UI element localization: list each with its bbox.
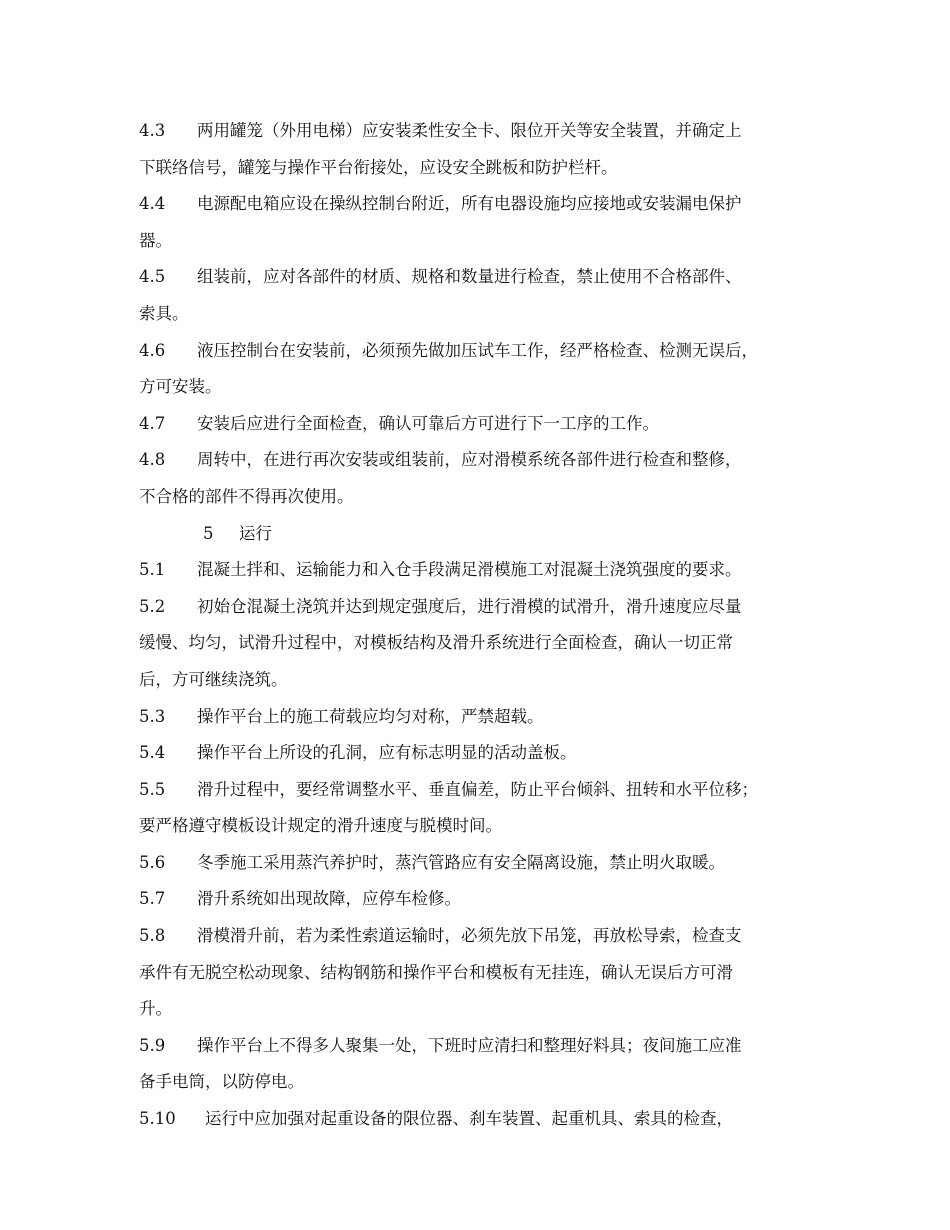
clause-text: 索具。	[139, 303, 189, 323]
clause-number: 5.10	[139, 1109, 176, 1129]
clause-line	[139, 735, 819, 772]
clause-continuation-line	[139, 808, 819, 845]
clause-continuation-line	[139, 955, 819, 992]
section-heading	[139, 516, 819, 553]
clause-line	[139, 552, 819, 589]
clause-line	[139, 589, 819, 626]
clause-text: 器。	[139, 230, 172, 250]
clause-text: 下联络信号，罐笼与操作平台衔接处，应设安全跳板和防护栏杆。	[139, 157, 618, 177]
clause-number: 5.3	[139, 706, 166, 726]
clause-line	[139, 772, 819, 809]
clause-line	[139, 918, 819, 955]
clause-text: 两用罐笼（外用电梯）应安装柔性安全卡、限位开关等安全装置，并确定上	[197, 121, 742, 140]
clause-number: 4.3	[139, 121, 166, 140]
clause-text: 组装前，应对各部件的材质、规格和数量进行检查，禁止使用不合格部件、	[197, 267, 742, 287]
clause-continuation-line	[139, 662, 819, 699]
clause-continuation-line	[139, 369, 819, 406]
clause-line	[139, 113, 819, 150]
clause-text: 电源配电箱应设在操纵控制台附近，所有电器设施均应接地或安装漏电保护	[197, 194, 742, 214]
clause-text: 要严格遵守模板设计规定的滑升速度与脱模时间。	[139, 816, 502, 836]
clause-continuation-line	[139, 625, 819, 662]
clause-number: 4.5	[139, 267, 166, 287]
clause-text: 滑模滑升前，若为柔性索道运输时，必须先放下吊笼，再放松导索，检查支	[197, 926, 742, 946]
clause-number: 5	[203, 523, 214, 543]
clause-line	[139, 1028, 819, 1065]
clause-number: 4.4	[139, 194, 166, 214]
clause-text: 周转中，在进行再次安装或组装前，应对滑模系统各部件进行检查和整修，	[197, 450, 742, 470]
clause-text: 承件有无脱空松动现象、结构钢筋和操作平台和模板有无挂连，确认无误后方可滑	[139, 962, 733, 982]
clause-continuation-line	[139, 1064, 819, 1101]
clause-continuation-line	[139, 991, 819, 1028]
clause-continuation-line	[139, 296, 819, 333]
clause-text: 升。	[139, 999, 172, 1019]
clause-number: 5.9	[139, 1035, 166, 1055]
clause-line	[139, 186, 819, 223]
clause-number: 5.1	[139, 560, 166, 580]
clause-text: 缓慢、均匀，试滑升过程中，对模板结构及滑升系统进行全面检查，确认一切正常	[139, 633, 733, 653]
clause-line	[139, 845, 819, 882]
clause-continuation-line	[139, 223, 819, 260]
clause-number: 4.7	[139, 413, 166, 433]
clause-number: 5.2	[139, 596, 166, 616]
clause-text: 操作平台上的施工荷载应均匀对称，严禁超载。	[197, 706, 544, 726]
clause-number: 5.6	[139, 852, 166, 872]
clause-text: 不合格的部件不得再次使用。	[139, 486, 354, 506]
clause-text: 备手电筒，以防停电。	[139, 1072, 304, 1092]
clause-line	[139, 406, 819, 443]
clause-text: 冬季施工采用蒸汽养护时，蒸汽管路应有安全隔离设施，禁止明火取暖。	[197, 852, 725, 872]
clause-number: 4.6	[139, 340, 166, 360]
clause-text: 后，方可继续浇筑。	[139, 669, 288, 689]
clause-text: 液压控制台在安装前，必须预先做加压试车工作，经严格检查、检测无误后，	[197, 340, 758, 360]
clause-number: 5.4	[139, 743, 166, 763]
clause-text: 安装后应进行全面检查，确认可靠后方可进行下一工序的工作。	[197, 413, 659, 433]
clause-text: 方可安装。	[139, 377, 222, 397]
clause-line	[139, 881, 819, 918]
clause-number: 4.8	[139, 450, 166, 470]
clause-line	[139, 699, 819, 736]
clause-number: 5.7	[139, 889, 166, 909]
clause-continuation-line	[139, 150, 819, 187]
section-title: 运行	[239, 523, 272, 543]
clause-line	[139, 333, 819, 370]
clause-text: 运行中应加强对起重设备的限位器、刹车装置、起重机具、索具的检查，	[205, 1109, 733, 1129]
clause-line	[139, 1101, 819, 1138]
clause-text: 混凝土拌和、运输能力和入仓手段满足滑模施工对混凝土浇筑强度的要求。	[197, 560, 742, 580]
document-body	[139, 113, 819, 1138]
clause-text: 滑升系统如出现故障，应停车检修。	[197, 889, 461, 909]
clause-number: 5.5	[139, 779, 166, 799]
clause-text: 初始仓混凝土浇筑并达到规定强度后，进行滑模的试滑升，滑升速度应尽量	[197, 596, 742, 616]
clause-line	[139, 259, 819, 296]
clause-line	[139, 442, 819, 479]
clause-continuation-line	[139, 479, 819, 516]
clause-text: 操作平台上所设的孔洞，应有标志明显的活动盖板。	[197, 743, 577, 763]
clause-text: 滑升过程中，要经常调整水平、垂直偏差，防止平台倾斜、扭转和水平位移；	[197, 779, 758, 799]
clause-number: 5.8	[139, 926, 166, 946]
clause-text: 操作平台上不得多人聚集一处，下班时应清扫和整理好料具；夜间施工应准	[197, 1035, 742, 1055]
